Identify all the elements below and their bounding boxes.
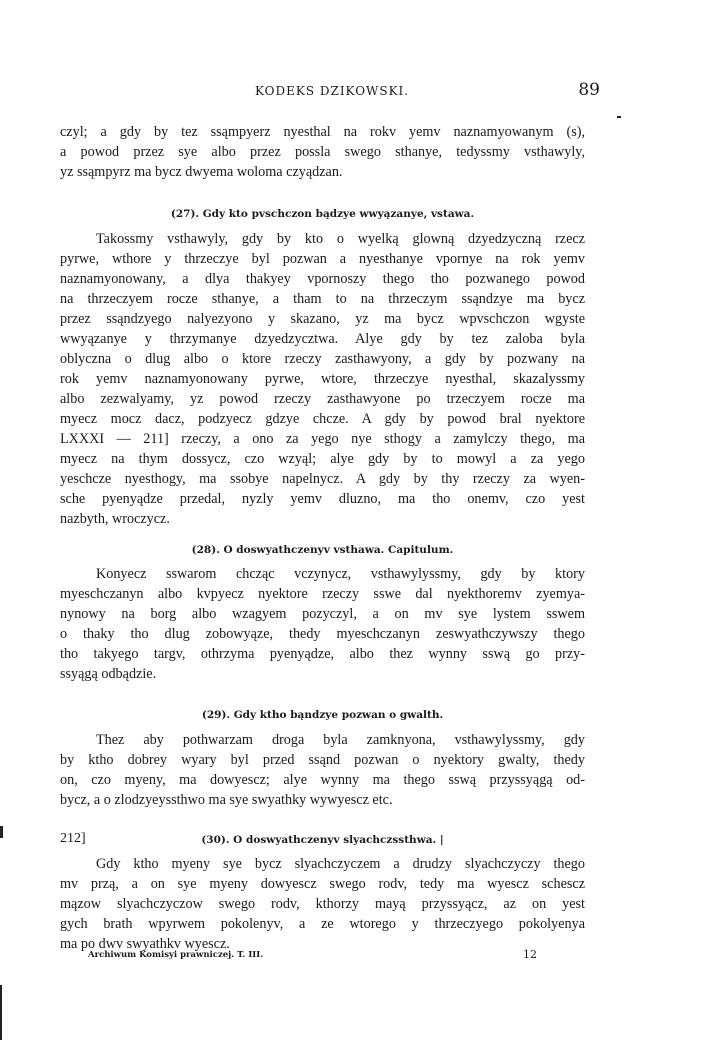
text-line: LXXXI — 211] rzeczy, a ono za yego nye sthogy a zamylczy thego, ma — [60, 431, 585, 447]
text-line: albo zezwalyamy, yz powod rzeczy zasthawyone po trzeczyem rocze ma — [60, 391, 585, 407]
text-line: Thez aby pothwarzam droga byla zamknyona, vsthawylyssmy, gdy — [96, 732, 585, 748]
text-line: wwyązanye y thrzymanye dzyedzycztwa. Alye gdy by tez zaloba byla — [60, 331, 585, 347]
text-line: ssyągą odbądzie. — [60, 666, 157, 682]
section-heading-28 — [60, 542, 585, 558]
scan-edge-mark — [617, 116, 621, 118]
text-line: Gdy ktho myeny sye bycz slyachczyczem a drudzy slyachczyczy thego — [96, 856, 585, 872]
text-line: ma po dwv swyathkv wyescz. — [60, 936, 230, 952]
text-line: myecz mocz dacz, podzyecz gdzye chcze. A gdy by powod bral nyektore — [60, 411, 585, 427]
text-line: tho takyego targv, othrzyma pyenyądze, albo thez wynny sswą go przy- — [60, 646, 585, 662]
text-line: a powod przez sye albo przez possla swego sthanye, tedyssmy vsthawyly, — [60, 144, 585, 160]
source-page-marker: 212] — [60, 831, 86, 846]
text-line: o thaky tho dlug zobowyąze, thedy myeschczanyn zeswyathczywszy thego — [60, 626, 585, 642]
section-heading-text: (29). Gdy ktho bąndzye pozwan o gwalth. — [201, 709, 444, 721]
text-line: sche pyenyądze przedal, nyzly yemv dluzno, ma tho onemv, czo yest — [60, 491, 585, 507]
text-line: pyrwe, wthore y thrzeczye byl pozwan a nyesthanye vpornye na rok yemv — [60, 251, 585, 267]
running-title: KODEKS DZIKOWSKI. — [255, 84, 410, 98]
section-heading-text: (27). Gdy kto pvschczon bądzye wwyązanye, vstawa. — [170, 208, 475, 220]
text-line: mązow slyachczyczow swego rodv, kthorzy mayą przyssyącz, az on yest — [60, 896, 585, 912]
section-heading-text: (30). O doswyathczenyv slyachczssthwa. | — [201, 834, 444, 846]
text-line: nazbyth, wroczycz. — [60, 511, 170, 527]
text-line: mv przą, a on sye myeny dowyescz swego rodv, tedy ma wyescz schescz — [60, 876, 585, 892]
page-footer — [60, 950, 585, 966]
text-line: czyl; a gdy by tez ssąmpyerz nyesthal na rokv yemv naznamyowanym (s), — [60, 124, 585, 140]
text-line: przez ssąndzyego nalyezyono y skazano, yz ma bycz wpvschczon wgyste — [60, 311, 585, 327]
section-heading-30 — [60, 832, 585, 848]
footer-note: Archiwum Komisyi prawniczej. T. III. — [88, 950, 264, 960]
running-header — [60, 80, 600, 104]
scan-edge-mark — [0, 826, 3, 838]
section-heading-27 — [60, 206, 585, 222]
text-line: yeschcze nyesthogy, ma ssobye napelnycz. A gdy by thy rzeczy za wyen- — [60, 471, 585, 487]
section-paragraph-28 — [60, 564, 585, 684]
section-heading-29 — [60, 707, 585, 723]
text-line: myeschczanyn albo kvpyecz nyektore rzeczy sswe dal nyekthoremv zyemya- — [60, 586, 585, 602]
text-line: naznamyonowany, a dlya thakyey vpornoszy thego tho pozwanego powod — [60, 271, 585, 287]
scan-edge-mark — [0, 985, 2, 1040]
section-paragraph-29 — [60, 730, 585, 810]
text-line: on, czo myeny, ma dowyescz; alye wynny ma thego sswą przyssyągą od- — [60, 772, 585, 788]
intro-paragraph — [60, 122, 585, 182]
text-line: gych brath wpyrwem pokolenyv, a ze wtorego y thrzeczyego pokolyenya — [60, 916, 585, 932]
signature-number: 12 — [523, 948, 537, 961]
section-heading-text: (28). O doswyathczenyv vsthawa. Capitulum. — [191, 544, 454, 556]
text-line: Takossmy vsthawyly, gdy by kto o wyelką glowną dzyedzyczną rzecz — [96, 231, 585, 247]
text-line: by ktho dobrey wyary byl przed ssąnd pozwan o nyektory gwalty, thedy — [60, 752, 585, 768]
section-paragraph-30 — [60, 854, 585, 954]
text-line: nynowy na borg albo wzagyem pozyczyl, a on mv sye lystem sswem — [60, 606, 585, 622]
text-line: yz ssąmpyrz ma bycz dwyema woloma czyądzan. — [60, 164, 343, 180]
section-paragraph-27 — [60, 229, 585, 529]
text-line: rok yemv naznamyonowany pyrwe, wtore, thrzeczye nyesthal, skazalyssmy — [60, 371, 585, 387]
text-line: Konyecz sswarom chcząc vczynycz, vsthawylyssmy, gdy by ktory — [96, 566, 585, 582]
text-line: bycz, a o zlodzyeyssthwo ma sye swyathky wywyescz etc. — [60, 792, 393, 808]
text-line: na thrzeczyem rocze sthanye, a tham to na thrzeczym ssąndzye ma bycz — [60, 291, 585, 307]
text-line: oblyczna o dlug albo o ktore rzeczy zasthawyony, a gdy by pozwany na — [60, 351, 585, 367]
text-line: myecz na thym dossycz, czo wzyąl; alye gdy by to mowyl a za yego — [60, 451, 585, 467]
page-number: 89 — [578, 80, 600, 100]
